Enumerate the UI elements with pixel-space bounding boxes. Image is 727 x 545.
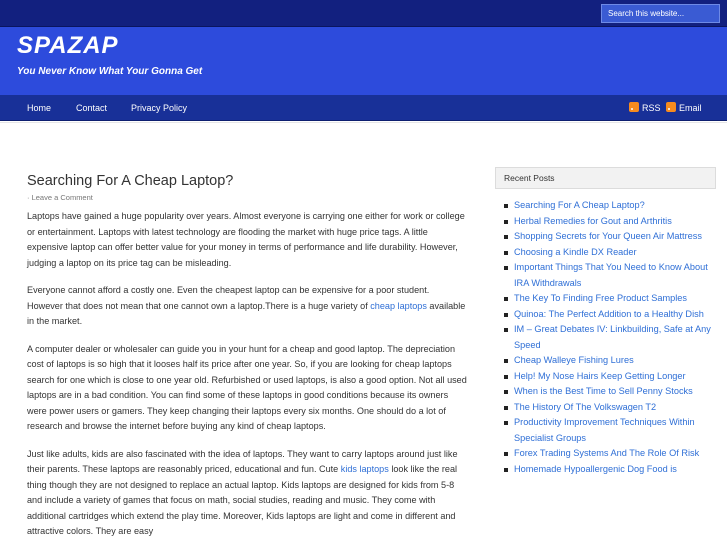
rss-link[interactable]	[629, 95, 661, 121]
nav-privacy-policy[interactable]: Privacy Policy	[131, 103, 188, 113]
recent-post-link[interactable]: Choosing a Kindle DX Reader	[503, 245, 715, 261]
nav-contact[interactable]: Contact	[76, 103, 108, 113]
header-divider	[0, 122, 727, 123]
recent-posts-heading: Recent Posts	[495, 167, 716, 189]
recent-post-link[interactable]: IM – Great Debates IV: Linkbuilding, Safe at Any Speed	[503, 322, 715, 353]
rss-label: RSS	[642, 103, 661, 113]
recent-post-link[interactable]: Searching For A Cheap Laptop?	[503, 198, 715, 214]
post-title[interactable]: Searching For A Cheap Laptop?	[27, 173, 234, 189]
post-paragraph-2	[27, 283, 467, 330]
cheap-laptops-link[interactable]: cheap laptops	[370, 300, 427, 311]
recent-post-link[interactable]: Help! My Nose Hairs Keep Getting Longer	[503, 369, 715, 385]
email-link[interactable]	[666, 95, 702, 121]
recent-posts-list	[503, 198, 715, 477]
search-input[interactable]: Search this website...	[601, 4, 720, 23]
main-navigation	[0, 95, 727, 121]
recent-post-link[interactable]: Forex Trading Systems And The Role Of Risk	[503, 446, 715, 462]
post-text: available in the market.	[27, 300, 466, 326]
recent-post-link[interactable]: Productivity Improvement Techniques Within Specialist Groups	[503, 415, 715, 446]
post-text: Everyone cannot afford a costly one. Even the cheapest laptop can be expensive for a poor student. However that does not mean that one cannot own a laptop.There is a huge variety of	[27, 285, 430, 311]
recent-post-link[interactable]: When is the Best Time to Sell Penny Stocks	[503, 384, 715, 400]
recent-post-link[interactable]: Shopping Secrets for Your Queen Air Mattress	[503, 229, 715, 245]
recent-post-link[interactable]: The Key To Finding Free Product Samples	[503, 291, 715, 307]
recent-post-link[interactable]: Herbal Remedies for Gout and Arthritis	[503, 214, 715, 230]
recent-post-link[interactable]: Homemade Hypoallergenic Dog Food is	[503, 462, 715, 478]
nav-home[interactable]: Home	[27, 103, 52, 113]
recent-post-link[interactable]: Quinoa: The Perfect Addition to a Healthy Dish	[503, 307, 715, 323]
email-label: Email	[679, 103, 702, 113]
site-tagline: You Never Know What Your Gonna Get	[17, 66, 203, 77]
recent-post-link[interactable]: Important Things That You Need to Know About IRA Withdrawals	[503, 260, 715, 291]
post-paragraph-3: A computer dealer or wholesaler can guide you in your hunt for a cheap and good laptop. The depreciation cost of laptops is so high that it looses half its price after one year. So, if you are looking for cheap laptops search for one which is close to one year old. Refurbished or used laptops, is also a good option. Not all used laptops are in a bad condition. You can find some of these laptops in good conditions because its owners were power users or gamers. They keep changing their laptops every six months. One should do a lot of research and browse the internet before buying any kind of cheap laptops.	[27, 343, 467, 431]
rss-icon	[629, 102, 639, 112]
post-text: Just like adults, kids are also fascinated with the idea of laptops. They want to carry laptops around just like their parents. These laptops are reasonably priced, educational and fun. Cute	[27, 448, 458, 474]
post-body	[27, 209, 467, 545]
recent-post-link[interactable]: The History Of The Volkswagen T2	[503, 400, 715, 416]
leave-comment-link[interactable]: · Leave a Comment	[27, 193, 93, 202]
post-text: look like the real thing though they are not designed to replace an actual laptop. Kids laptops are designed for kids from 5-8 and include a variety of games that focus on math, social studies, reading and music. They come with additional cartridges which extend the play time. Moreover, Kids laptops are light and come in different and attractive colors. They are easy	[27, 464, 458, 536]
site-title[interactable]: SPAZAP	[17, 32, 119, 59]
post-paragraph-1: Laptops have gained a huge popularity over years. Almost everyone is carrying one either for work or college or entertainment. Laptops with latest technology are flooding the market with huge price tags. A little expensive laptop can offer better value for your money in terms of performance and life durability. However, judging a laptop on its price tag can be misleading.	[27, 211, 465, 268]
email-feed-icon	[666, 102, 676, 112]
post-paragraph-4	[27, 447, 467, 540]
kids-laptops-link[interactable]: kids laptops	[340, 464, 389, 474]
recent-post-link[interactable]: Cheap Walleye Fishing Lures	[503, 353, 715, 369]
